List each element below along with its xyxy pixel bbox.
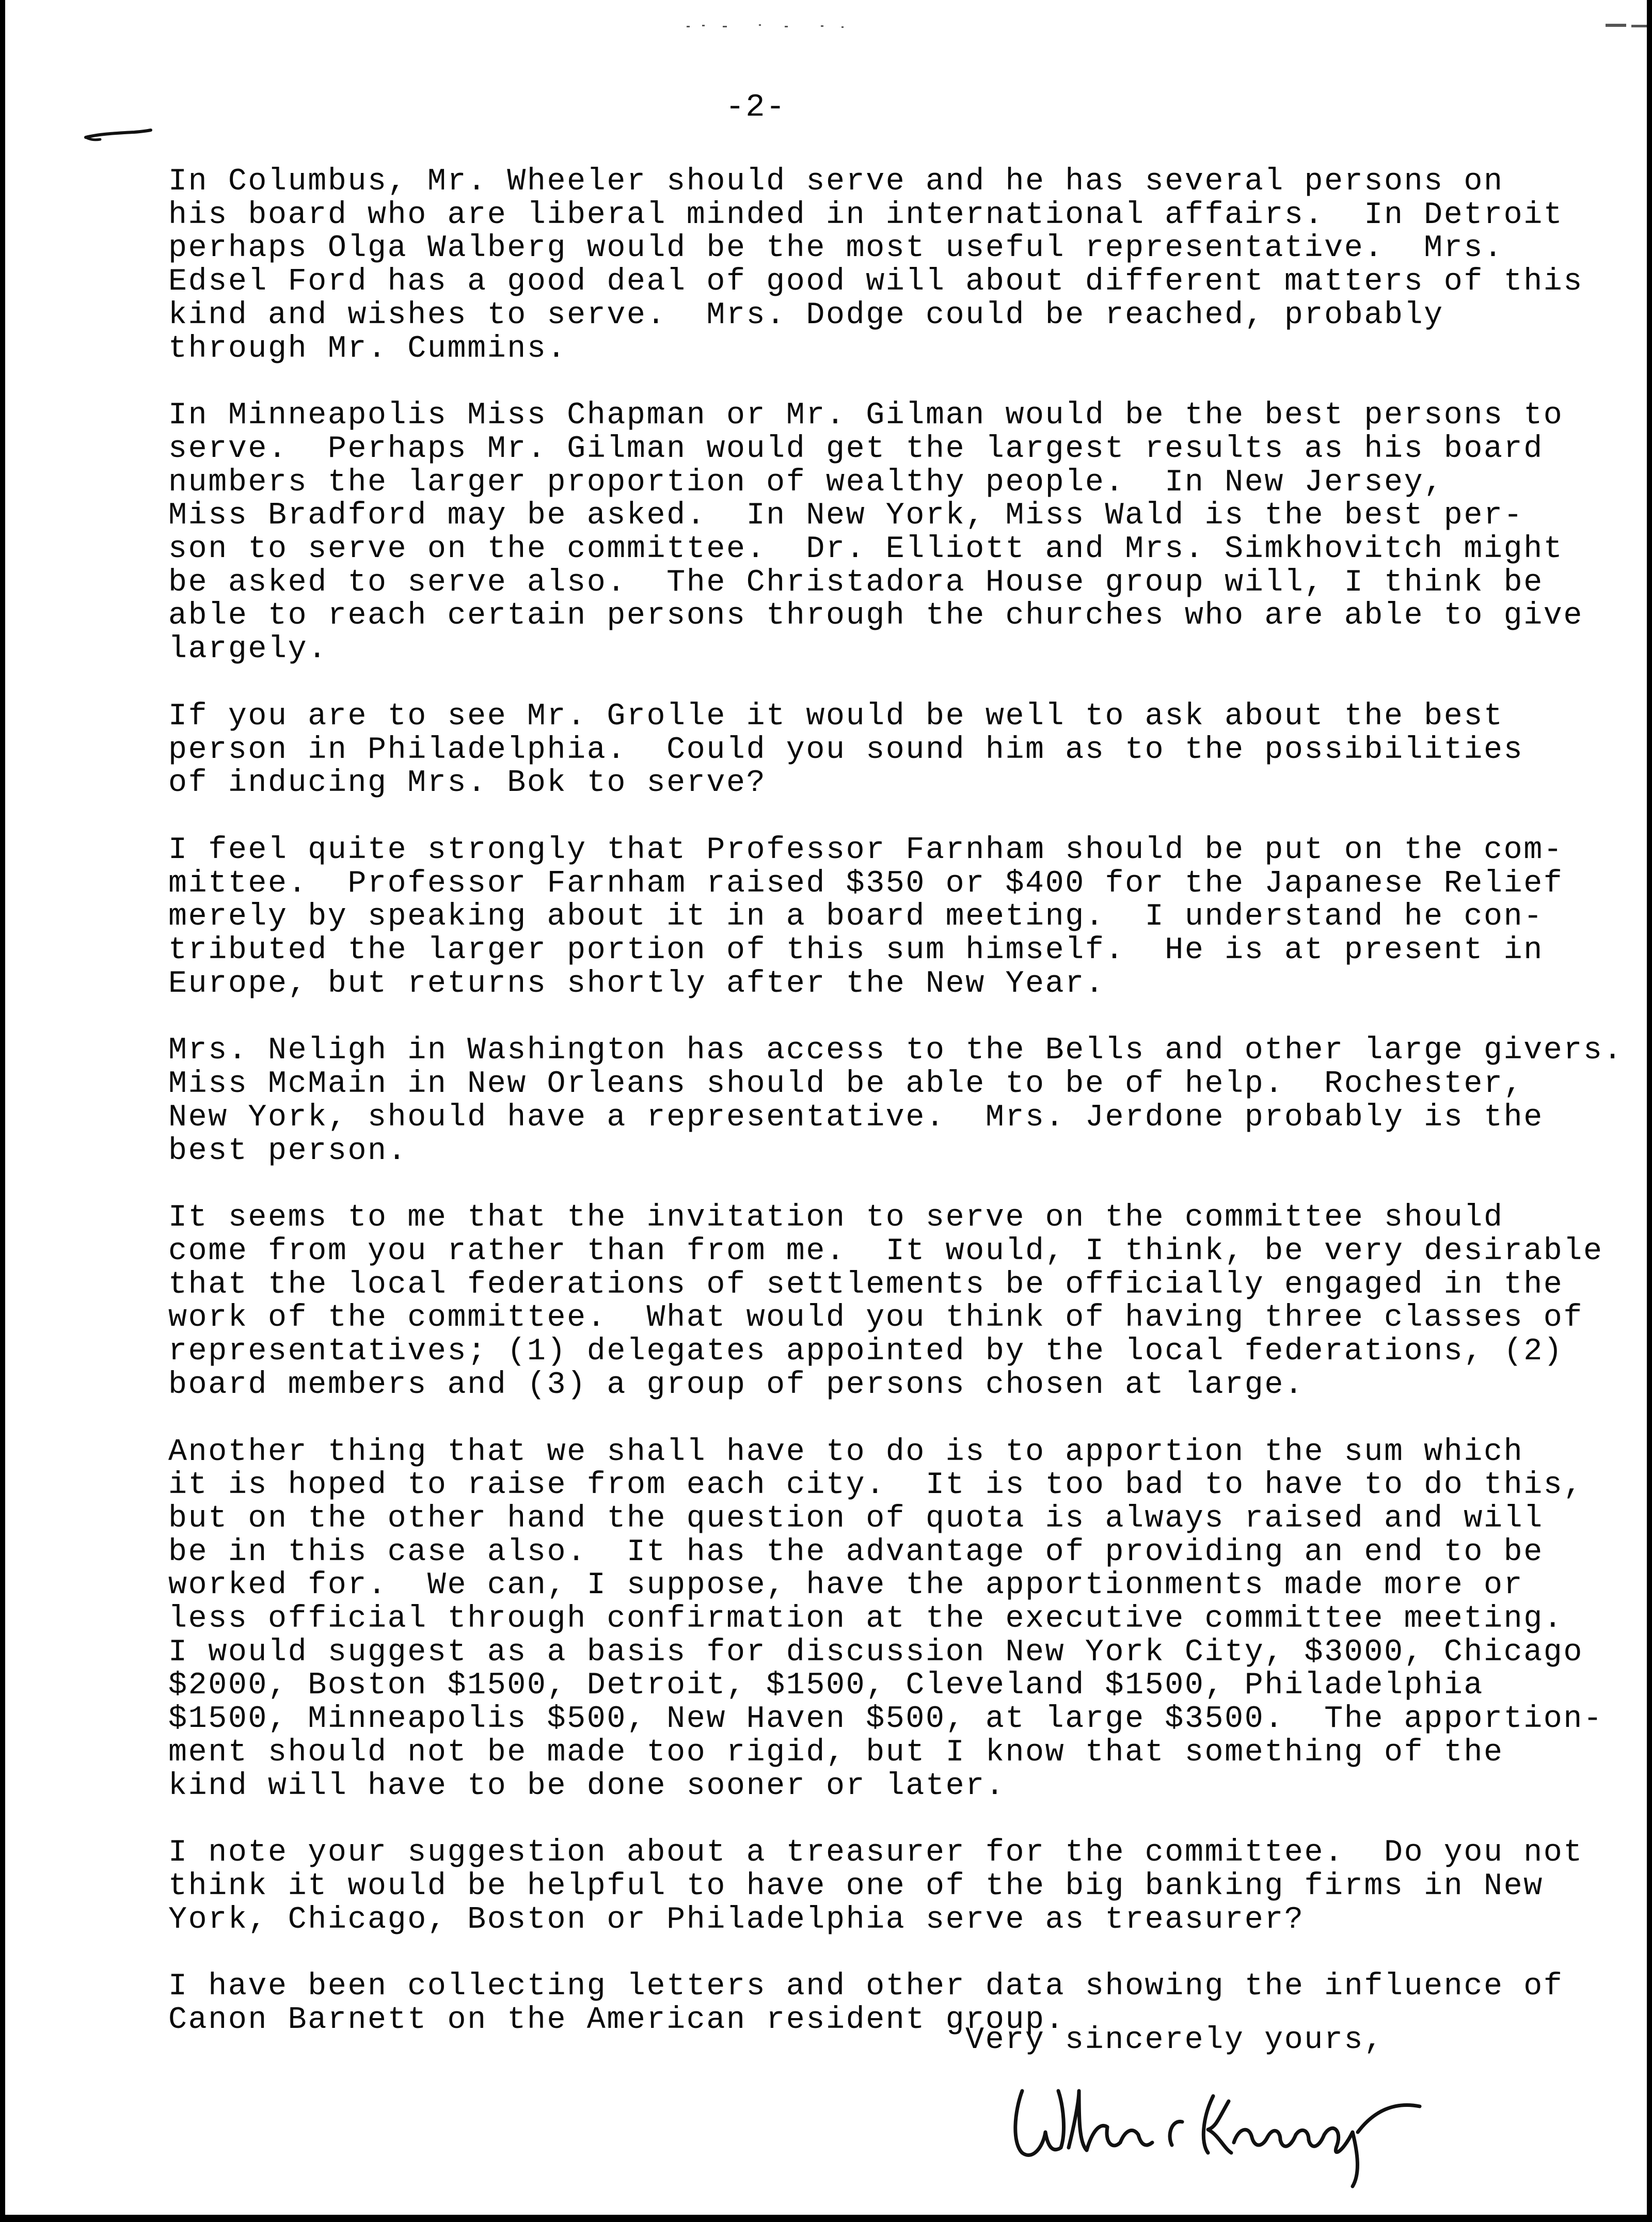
text-line: Miss McMain in New Orleans should be able to be of help. Rochester,	[168, 1067, 1524, 1102]
text-line: worked for. We can, I suppose, have the apportionments made more or	[168, 1568, 1524, 1604]
text-line: tributed the larger portion of this sum himself. He is at present in	[168, 933, 1544, 969]
text-line: less official through confirmation at the executive committee meeting.	[168, 1601, 1564, 1637]
text-line: Europe, but returns shortly after the New Year.	[168, 966, 1105, 1002]
text-line: be in this case also. It has the advantage of providing an end to be	[168, 1534, 1544, 1570]
page-number: -2-	[725, 89, 786, 125]
text-line: New York, should have a representative. Mrs. Jerdone probably is the	[168, 1100, 1544, 1135]
text-line: perhaps Olga Walberg would be the most useful representative. Mrs.	[168, 231, 1504, 266]
text-line: Mrs. Neligh in Washington has access to the Bells and other large givers.	[168, 1033, 1624, 1069]
text-line: Canon Barnett on the American resident group.	[168, 2003, 1066, 2038]
text-line: son to serve on the committee. Dr. Elliott and Mrs. Simkhovitch might	[168, 532, 1564, 567]
paragraph	[168, 1033, 1624, 1169]
text-line: best person.	[168, 1133, 408, 1169]
text-line: numbers the larger proportion of wealthy people. In New Jersey,	[168, 465, 1444, 500]
text-line: In Minneapolis Miss Chapman or Mr. Gilman would be the best persons to	[168, 398, 1564, 434]
text-line: think it would be helpful to have one of the big banking firms in New	[168, 1868, 1544, 1904]
text-line: $1500, Minneapolis $500, New Haven $500, at large $3500. The apportion-	[168, 1702, 1603, 1737]
text-line: ment should not be made too rigid, but I know that something of the	[168, 1735, 1504, 1770]
text-line: Miss Bradford may be asked. In New York, Miss Wald is the best per-	[168, 498, 1524, 534]
text-line: I would suggest as a basis for discussion New York City, $3000, Chicago	[168, 1634, 1584, 1670]
text-line: of inducing Mrs. Bok to serve?	[168, 766, 767, 801]
closing: Very sincerely yours,	[965, 2023, 1384, 2058]
text-line: serve. Perhaps Mr. Gilman would get the largest results as his board	[168, 431, 1544, 467]
text-line: I note your suggestion about a treasurer for the committee. Do you not	[168, 1835, 1584, 1871]
letter-body	[168, 164, 1624, 2071]
text-line: Another thing that we shall have to do is to apportion the sum which	[168, 1434, 1524, 1470]
paragraph	[168, 1201, 1603, 1402]
text-line: In Columbus, Mr. Wheeler should serve and he has several persons on	[168, 164, 1504, 199]
text-line: person in Philadelphia. Could you sound him as to the possibilities	[168, 732, 1524, 768]
text-line: come from you rather than from me. It would, I think, be very desirable	[168, 1233, 1603, 1269]
paragraph	[168, 1970, 1603, 2037]
text-line: it is hoped to raise from each city. It is too bad to have to do this,	[168, 1468, 1584, 1503]
text-line: but on the other hand the question of quota is always raised and will	[168, 1501, 1544, 1536]
text-line: If you are to see Mr. Grolle it would be well to ask about the best	[168, 699, 1504, 734]
text-line: mittee. Professor Farnham raised $350 or $400 for the Japanese Relief	[168, 866, 1564, 901]
paragraph	[168, 834, 1603, 1001]
signature	[1002, 2070, 1435, 2189]
text-line: through Mr. Cummins.	[168, 331, 567, 367]
paragraph	[168, 1836, 1603, 1937]
text-line: able to reach certain persons through the churches who are able to give	[168, 598, 1584, 634]
text-line: work of the committee. What would you think of having three classes of	[168, 1300, 1584, 1336]
scan-artifact	[687, 17, 1652, 37]
text-line: Edsel Ford has a good deal of good will about different matters of this	[168, 264, 1584, 300]
text-line: I feel quite strongly that Professor Farnham should be put on the com-	[168, 832, 1564, 868]
text-line: largely.	[168, 632, 328, 668]
paragraph	[168, 1436, 1603, 1803]
margin-mark	[83, 119, 155, 150]
text-line: kind will have to be done sooner or later.	[168, 1768, 1006, 1804]
text-line: York, Chicago, Boston or Philadelphia serve as treasurer?	[168, 1902, 1305, 1938]
text-line: board members and (3) a group of persons chosen at large.	[168, 1367, 1305, 1403]
text-line: $2000, Boston $1500, Detroit, $1500, Cleveland $1500, Philadelphia	[168, 1668, 1484, 1704]
text-line: that the local federations of settlements be officially engaged in the	[168, 1267, 1564, 1303]
text-line: his board who are liberal minded in international affairs. In Detroit	[168, 197, 1564, 233]
paragraph	[168, 165, 1603, 366]
text-line: It seems to me that the invitation to serve on the committee should	[168, 1200, 1504, 1236]
text-line: merely by speaking about it in a board meeting. I understand he con-	[168, 899, 1544, 935]
paragraph	[168, 399, 1603, 666]
text-line: representatives; (1) delegates appointed by the local federations, (2)	[168, 1334, 1564, 1370]
text-line: be asked to serve also. The Christadora House group will, I think be	[168, 565, 1544, 600]
paragraph	[168, 700, 1603, 800]
text-line: I have been collecting letters and other data showing the influence of	[168, 1969, 1564, 2005]
text-line: kind and wishes to serve. Mrs. Dodge could be reached, probably	[168, 297, 1444, 333]
